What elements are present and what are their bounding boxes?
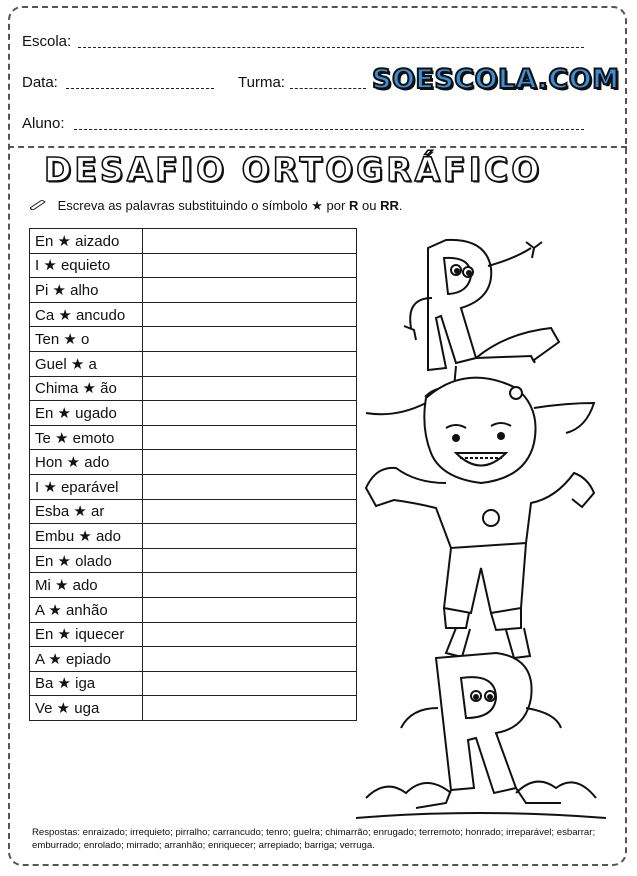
answer-blank[interactable] (143, 450, 357, 475)
word-prompt: I ★ eparável (30, 474, 143, 499)
answer-blank[interactable] (143, 622, 357, 647)
word-row (30, 229, 357, 254)
word-row (30, 351, 357, 376)
answer-blank[interactable] (143, 351, 357, 376)
word-prompt: Embu ★ ado (30, 524, 143, 549)
escola-label: Escola: (22, 33, 72, 50)
word-prompt: En ★ aizado (30, 229, 143, 254)
answer-blank[interactable] (143, 278, 357, 303)
answer-blank[interactable] (143, 327, 357, 352)
answer-blank[interactable] (143, 376, 357, 401)
word-prompt: En ★ olado (30, 548, 143, 573)
instruction-end: . (398, 198, 403, 213)
pencil-icon (30, 199, 46, 213)
girl-head-icon (366, 378, 594, 483)
aluno-field[interactable] (74, 129, 584, 130)
header-divider (8, 146, 627, 148)
instruction-por: por (326, 198, 346, 213)
word-row (30, 548, 357, 573)
answer-blank[interactable] (143, 524, 357, 549)
data-label: Data: (22, 74, 58, 91)
word-row (30, 597, 357, 622)
word-prompt: Ve ★ uga (30, 696, 143, 721)
word-row (30, 573, 357, 598)
option-rr: RR (380, 198, 399, 213)
instruction-text: Escreva as palavras substituindo o símbolo (57, 198, 308, 213)
word-row (30, 671, 357, 696)
escola-field[interactable] (78, 47, 584, 48)
word-prompt: A ★ anhão (30, 597, 143, 622)
word-prompt: Hon ★ ado (30, 450, 143, 475)
answer-blank[interactable] (143, 229, 357, 254)
option-r: R (348, 198, 359, 213)
letter-r-bottom-icon (401, 653, 561, 808)
word-prompt: A ★ epiado (30, 647, 143, 672)
answer-blank[interactable] (143, 253, 357, 278)
data-field[interactable] (66, 88, 214, 89)
word-prompt: Chima ★ ão (30, 376, 143, 401)
word-row (30, 696, 357, 721)
word-row (30, 622, 357, 647)
word-prompt: Esba ★ ar (30, 499, 143, 524)
word-row (30, 524, 357, 549)
word-prompt: Ten ★ o (30, 327, 143, 352)
answer-blank[interactable] (143, 302, 357, 327)
answer-blank[interactable] (143, 647, 357, 672)
word-row (30, 376, 357, 401)
word-row (30, 474, 357, 499)
kids-letters-illustration (356, 228, 606, 820)
letter-r-top-icon (404, 240, 559, 401)
word-prompt: En ★ ugado (30, 401, 143, 426)
answer-blank[interactable] (143, 548, 357, 573)
aluno-label: Aluno: (22, 115, 65, 132)
word-row (30, 278, 357, 303)
answer-blank[interactable] (143, 401, 357, 426)
answer-blank[interactable] (143, 499, 357, 524)
answer-key: Respostas: enraizado; irrequieto; pirralho; carrancudo; tenro; guelra; chimarrão; enrugado; terremoto; honrado; irreparável; esbarrar; emburrado; enrolado; mirrado; arranhão; enriquecer; arrepiado; barriga; verruga. (32, 827, 596, 851)
word-row (30, 327, 357, 352)
word-row (30, 302, 357, 327)
instruction-ou: ou (361, 198, 377, 213)
answer-blank[interactable] (143, 696, 357, 721)
word-prompt: Guel ★ a (30, 351, 143, 376)
word-prompt: Ba ★ iga (30, 671, 143, 696)
girl-body-icon (366, 468, 594, 658)
answer-blank[interactable] (143, 425, 357, 450)
answer-blank[interactable] (143, 474, 357, 499)
turma-label: Turma: (238, 74, 285, 91)
word-prompt: Mi ★ ado (30, 573, 143, 598)
word-prompt: En ★ iquecer (30, 622, 143, 647)
word-prompt: Pi ★ alho (30, 278, 143, 303)
answer-blank[interactable] (143, 597, 357, 622)
word-table (29, 228, 357, 721)
instruction (30, 198, 402, 214)
word-prompt: Ca ★ ancudo (30, 302, 143, 327)
turma-field[interactable] (290, 88, 366, 89)
answer-blank[interactable] (143, 671, 357, 696)
word-row (30, 499, 357, 524)
word-row (30, 647, 357, 672)
word-row (30, 253, 357, 278)
word-row (30, 450, 357, 475)
word-row (30, 425, 357, 450)
word-prompt: Te ★ emoto (30, 425, 143, 450)
answer-blank[interactable] (143, 573, 357, 598)
grass-icon (356, 782, 606, 818)
star-symbol: ★ (311, 198, 323, 213)
soescola-logo: SOESCOLA.COM (372, 64, 620, 95)
word-prompt: I ★ equieto (30, 253, 143, 278)
worksheet-title: DESAFIO ORTOGRÁFICO (44, 150, 543, 189)
word-row (30, 401, 357, 426)
